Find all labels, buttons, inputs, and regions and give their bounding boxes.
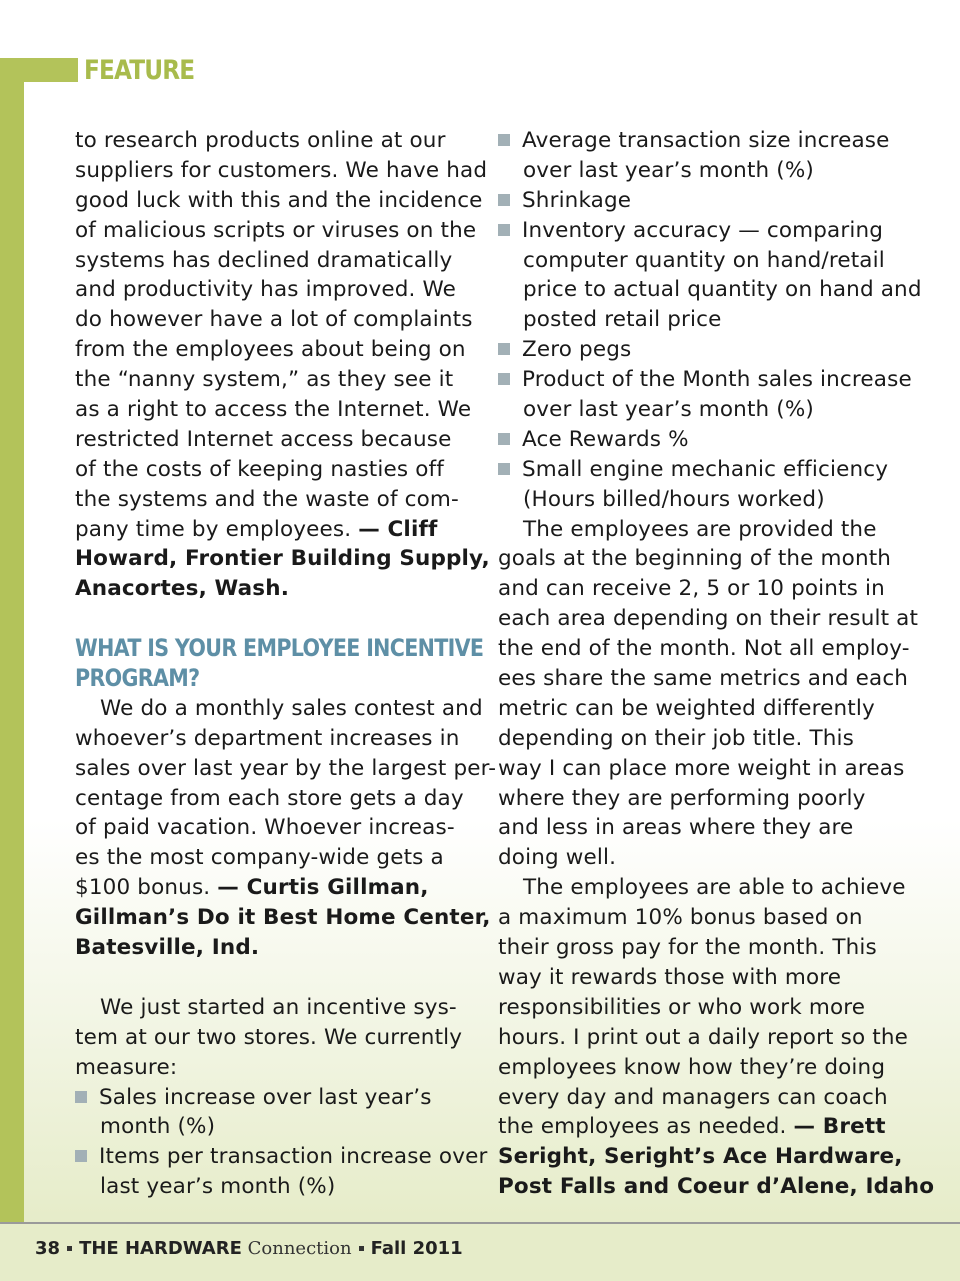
text-line: es the most company-wide gets a	[75, 845, 444, 871]
text-line: as a right to access the Internet. We	[75, 397, 472, 423]
text-line: responsibilities or who work more	[498, 994, 866, 1020]
attribution-line: Post Falls and Coeur d’Alene, Idaho	[498, 1174, 935, 1200]
text-line: and can receive 2, 5 or 10 points in	[498, 576, 885, 602]
text-line: a maximum 10% bonus based on	[498, 905, 863, 931]
square-bullet-icon	[498, 224, 510, 236]
text-line: The employees are able to achieve	[523, 875, 906, 901]
attribution-run: — Brett	[793, 1114, 886, 1140]
text-line: We just started an incentive sys-	[100, 994, 457, 1020]
text-line: We do a monthly sales contest and	[100, 695, 483, 721]
section-heading: WHAT IS YOUR EMPLOYEE INCENTIVE	[75, 634, 484, 663]
bullet-item	[498, 455, 908, 485]
text-line: of paid vacation. Whoever increas-	[75, 815, 455, 841]
text-line: The employees are provided the	[523, 516, 877, 542]
text-line: every day and managers can coach	[498, 1084, 888, 1110]
text-line: to research products online at our	[75, 128, 446, 153]
bullet-separator-icon	[67, 1246, 72, 1251]
text-line: from the employees about being on	[75, 337, 466, 363]
bullet-text: Inventory accuracy — comparing	[522, 217, 884, 243]
text-line: ees share the same metrics and each	[498, 666, 909, 692]
text-line: way it rewards those with more	[498, 964, 842, 990]
attribution-run: — Curtis Gillman,	[217, 875, 429, 901]
square-bullet-icon	[498, 463, 510, 475]
accent-side-bar	[0, 58, 24, 1224]
text-run: the employees as needed.	[498, 1114, 794, 1140]
bullet-continuation: computer quantity on hand/retail	[523, 247, 885, 273]
text-line: and less in areas where they are	[498, 815, 854, 841]
bullet-text: Average transaction size increase	[522, 128, 890, 153]
issue-date: Fall 2011	[370, 1238, 463, 1259]
text-line: and productivity has improved. We	[75, 277, 457, 303]
page-number: 38	[35, 1238, 61, 1259]
square-bullet-icon	[498, 343, 510, 355]
text-line: the end of the month. Not all employ-	[498, 636, 910, 662]
square-bullet-icon	[498, 433, 510, 445]
text-line: way I can place more weight in areas	[498, 755, 905, 781]
text-line: goals at the beginning of the month	[498, 546, 892, 572]
attribution-line: Seright, Seright’s Ace Hardware,	[498, 1144, 903, 1170]
bullet-text: Zero pegs	[522, 337, 632, 363]
text-line: suppliers for customers. We have had	[75, 157, 488, 183]
text-line: centage from each store gets a day	[75, 785, 464, 811]
attribution-run: — Cliff	[358, 516, 438, 542]
magazine-name: THE HARDWARE	[79, 1238, 242, 1259]
text-run: pany time by employees.	[75, 516, 359, 542]
text-line: where they are performing poorly	[498, 785, 866, 811]
bullet-continuation: (Hours billed/hours worked)	[523, 486, 825, 512]
spacer	[75, 604, 477, 634]
square-bullet-icon	[75, 1091, 87, 1103]
bullet-continuation: over last year’s month (%)	[523, 157, 814, 183]
text-line	[498, 1112, 908, 1142]
bullet-text: Items per transaction increase over	[99, 1144, 488, 1170]
right-column	[498, 126, 935, 1202]
text-line: the systems and the waste of com-	[75, 486, 459, 512]
bullet-continuation: posted retail price	[523, 307, 722, 333]
attribution-line: Howard, Frontier Building Supply,	[75, 546, 490, 572]
bullet-continuation: last year’s month (%)	[100, 1174, 336, 1200]
text-line: measure:	[75, 1054, 178, 1080]
square-bullet-icon	[75, 1150, 87, 1162]
text-line: of the costs of keeping nasties off	[75, 456, 444, 482]
text-line: restricted Internet access because	[75, 426, 452, 452]
text-line: hours. I print out a daily report so the	[498, 1024, 908, 1050]
magazine-name-serif: Connection	[247, 1238, 352, 1259]
text-line: do however have a lot of complaints	[75, 307, 473, 333]
footer-rule	[0, 1222, 960, 1224]
attribution-line: Anacortes, Wash.	[75, 576, 290, 602]
bullet-item	[75, 1142, 488, 1172]
text-line: sales over last year by the largest per-	[75, 755, 497, 781]
text-line	[75, 515, 477, 545]
bullet-text: Product of the Month sales increase	[522, 367, 912, 393]
attribution-line: Batesville, Ind.	[75, 935, 260, 961]
bullet-separator-icon	[359, 1246, 364, 1251]
page-footer	[35, 1238, 463, 1259]
bullet-continuation: month (%)	[100, 1114, 216, 1140]
bullet-item	[498, 425, 908, 455]
bullet-item	[498, 216, 908, 246]
text-run: $100 bonus.	[75, 875, 218, 901]
bullet-continuation: price to actual quantity on hand and	[523, 277, 922, 303]
section-label: FEATURE	[84, 55, 195, 86]
square-bullet-icon	[498, 373, 510, 385]
text-line: depending on their job title. This	[498, 725, 854, 751]
bullet-text: Small engine mechanic efficiency	[522, 456, 889, 482]
text-line: each area depending on their result at	[498, 606, 919, 632]
bullet-item	[498, 186, 908, 216]
bullet-item	[498, 365, 912, 395]
text-line: metric can be weighted differently	[498, 695, 875, 721]
text-line: the “nanny system,” as they see it	[75, 367, 454, 393]
text-line: good luck with this and the incidence	[75, 187, 483, 213]
bullet-item	[75, 1083, 477, 1113]
attribution-line: Gillman’s Do it Best Home Center,	[75, 905, 491, 931]
text-line: employees know how they’re doing	[498, 1054, 886, 1080]
text-line: tem at our two stores. We currently	[75, 1024, 463, 1050]
text-line: systems has declined dramatically	[75, 247, 453, 273]
accent-top-bar	[0, 58, 78, 82]
text-line	[75, 873, 477, 903]
left-column	[75, 126, 497, 1202]
bullet-text: Shrinkage	[522, 187, 632, 213]
section-heading: PROGRAM?	[75, 664, 200, 693]
text-line: whoever’s department increases in	[75, 725, 460, 751]
square-bullet-icon	[498, 194, 510, 206]
bullet-continuation: over last year’s month (%)	[523, 397, 814, 423]
text-line: their gross pay for the month. This	[498, 935, 877, 961]
text-line: of malicious scripts or viruses on the	[75, 217, 477, 243]
bullet-item	[498, 335, 908, 365]
bullet-text: Sales increase over last year’s	[99, 1084, 432, 1110]
square-bullet-icon	[498, 134, 510, 146]
bullet-text: Ace Rewards %	[522, 426, 689, 452]
spacer	[75, 963, 477, 993]
text-line: doing well.	[498, 845, 617, 871]
bullet-item	[498, 126, 908, 156]
